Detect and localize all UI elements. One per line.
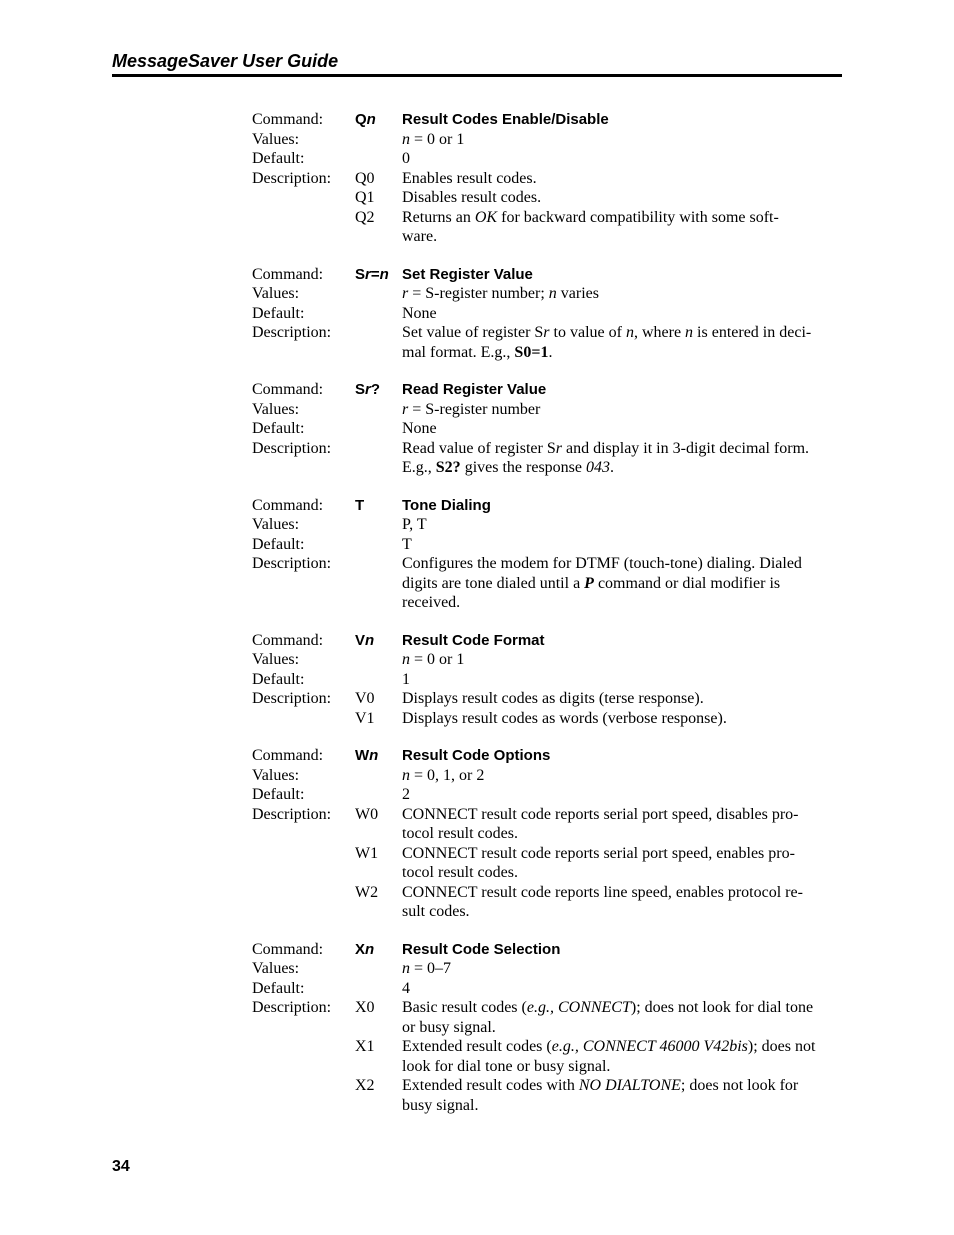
- command-row: [252, 265, 844, 285]
- option-code: V0: [355, 690, 375, 707]
- description-label: [252, 1076, 355, 1096]
- command-code: [355, 265, 402, 285]
- description-row: [252, 323, 844, 343]
- description-text: [402, 709, 844, 729]
- text-run: = 0 or 1: [410, 651, 465, 668]
- description-label: [252, 844, 355, 864]
- text-run: = 0–7: [410, 960, 452, 977]
- values-spacer: [355, 650, 402, 670]
- command-code: [355, 110, 402, 130]
- description-row: [252, 883, 844, 903]
- values-label: Values:: [252, 766, 300, 784]
- text-run: S0=1: [514, 343, 549, 361]
- text-run: ); does not look for dial tone: [630, 999, 814, 1016]
- text-run: 043: [586, 459, 610, 476]
- option-code: [355, 1096, 402, 1116]
- text-run: ware.: [402, 228, 438, 245]
- description-text: [402, 439, 844, 459]
- text-run: mal format. E.g.,: [402, 343, 515, 361]
- default-spacer: [355, 149, 402, 169]
- description-row: [252, 343, 844, 363]
- values-row: [252, 959, 844, 979]
- values-row: [252, 400, 844, 420]
- text-run: 0: [402, 150, 410, 167]
- description-label: [252, 1057, 355, 1077]
- command-code: [355, 631, 402, 651]
- text-run: ; does not look for: [680, 1077, 799, 1094]
- text-run: n: [379, 265, 389, 283]
- values-label: Values:: [252, 400, 300, 418]
- text-run: and display it in 3-digit decimal form.: [561, 439, 810, 457]
- text-run: Disables result codes.: [402, 189, 542, 206]
- text-run: to value of: [549, 324, 626, 341]
- default-row: [252, 785, 844, 805]
- description-text: [402, 689, 844, 709]
- text-run: n: [365, 631, 375, 649]
- description-row: [252, 863, 844, 883]
- command-title: Result Codes Enable/Disable: [402, 111, 609, 128]
- text-run: =: [370, 265, 380, 283]
- command-row: [252, 380, 844, 400]
- text-run: Basic result codes (: [402, 999, 527, 1016]
- command-title: Tone Dialing: [402, 496, 491, 514]
- command-code: [355, 496, 402, 516]
- description-row: [252, 998, 844, 1018]
- text-run: sult codes.: [402, 903, 470, 920]
- description-row: [252, 689, 844, 709]
- text-run: r: [402, 285, 409, 302]
- description-row: [252, 1096, 844, 1116]
- default-text: [402, 535, 844, 555]
- text-run: S2?: [435, 459, 461, 476]
- description-label: [252, 458, 355, 478]
- command-label: Command:: [252, 496, 324, 514]
- default-text: [402, 419, 844, 439]
- values-text: [402, 766, 844, 786]
- command-row: [252, 631, 844, 651]
- text-run: X: [355, 940, 366, 958]
- description-label: [252, 593, 355, 613]
- text-run: .: [548, 343, 553, 361]
- command-row: [252, 110, 844, 130]
- description-row: [252, 805, 844, 825]
- text-run: busy signal.: [402, 1096, 479, 1114]
- text-run: Set value of register S: [402, 324, 544, 341]
- text-run: n: [402, 130, 410, 148]
- values-spacer: [355, 766, 402, 786]
- default-spacer: [355, 785, 402, 805]
- description-row: [252, 554, 844, 574]
- description-text: [402, 805, 844, 825]
- option-code: [355, 1018, 402, 1038]
- values-row: [252, 515, 844, 535]
- default-label: Default:: [252, 979, 305, 997]
- description-text: [402, 1018, 844, 1038]
- description-text: [402, 1076, 844, 1096]
- text-run: 4: [402, 979, 410, 997]
- description-text: [402, 883, 844, 903]
- default-row: [252, 535, 844, 555]
- option-code: X1: [355, 1038, 375, 1055]
- default-row: [252, 149, 844, 169]
- values-row: [252, 650, 844, 670]
- description-row: [252, 208, 844, 228]
- default-text: [402, 149, 844, 169]
- command-entry: [252, 631, 844, 729]
- values-text: [402, 130, 844, 150]
- command-entry: [252, 940, 844, 1116]
- command-label: Command:: [252, 265, 324, 283]
- description-label: [252, 824, 355, 844]
- text-run: CONNECT result code reports line speed, enables protocol re-: [402, 883, 803, 901]
- text-run: None: [402, 420, 437, 437]
- text-run: = S-register number: [408, 400, 541, 418]
- command-row: [252, 940, 844, 960]
- description-text: [402, 1057, 844, 1077]
- text-run: n: [625, 324, 634, 341]
- option-code: [355, 863, 402, 883]
- text-run: gives the response: [460, 459, 586, 476]
- text-run: r: [543, 324, 550, 341]
- description-row: [252, 1057, 844, 1077]
- text-run: , where: [633, 324, 686, 341]
- default-spacer: [355, 304, 402, 324]
- description-row: [252, 709, 844, 729]
- description-label: [252, 863, 355, 883]
- text-run: n: [369, 747, 379, 764]
- values-spacer: [355, 515, 402, 535]
- text-run: r: [402, 400, 409, 418]
- text-run: e.g., CONNECT: [526, 999, 631, 1016]
- description-text: [402, 208, 844, 228]
- values-spacer: [355, 400, 402, 420]
- description-text: [402, 554, 844, 574]
- option-code: [355, 574, 402, 594]
- values-label: Values:: [252, 651, 300, 668]
- description-row: [252, 1076, 844, 1096]
- default-spacer: [355, 979, 402, 999]
- description-text: [402, 863, 844, 883]
- text-run: S: [355, 381, 366, 398]
- option-code: X0: [355, 999, 375, 1016]
- values-text: [402, 515, 844, 535]
- description-label: Description:: [252, 439, 332, 457]
- text-run: digits are tone dialed until a: [402, 574, 585, 592]
- text-run: n: [402, 960, 410, 977]
- text-run: varies: [556, 285, 599, 302]
- text-run: Q: [355, 111, 367, 128]
- command-row: [252, 496, 844, 516]
- default-text: [402, 670, 844, 690]
- description-row: [252, 439, 844, 459]
- text-run: r: [365, 265, 371, 283]
- text-run: Extended result codes with: [402, 1077, 579, 1094]
- default-text: [402, 785, 844, 805]
- text-run: n: [365, 940, 375, 958]
- description-row: [252, 824, 844, 844]
- description-row: [252, 188, 844, 208]
- text-run: OK: [474, 208, 498, 226]
- text-run: E.g.,: [402, 459, 436, 476]
- command-entry: [252, 746, 844, 922]
- text-run: Configures the modem for DTMF (touch-tone) dialing. Dialed: [402, 555, 802, 572]
- description-label: Description:: [252, 805, 332, 823]
- text-run: 1: [402, 670, 410, 688]
- values-row: [252, 766, 844, 786]
- option-code: [355, 554, 402, 574]
- text-run: W: [355, 747, 370, 764]
- command-list: [252, 110, 844, 1133]
- description-label: Description:: [252, 169, 332, 187]
- text-run: 2: [402, 786, 410, 803]
- option-code: [355, 593, 402, 613]
- description-text: [402, 343, 844, 363]
- description-row: [252, 1037, 844, 1057]
- default-spacer: [355, 419, 402, 439]
- option-code: [355, 1057, 402, 1077]
- default-row: [252, 979, 844, 999]
- text-run: P, T: [402, 516, 427, 533]
- description-label: [252, 1096, 355, 1116]
- description-row: [252, 227, 844, 247]
- text-run: Displays result codes as words (verbose response).: [402, 709, 727, 727]
- text-run: look for dial tone or busy signal.: [402, 1057, 611, 1075]
- values-label: Values:: [252, 285, 300, 302]
- text-run: Displays result codes as digits (terse response).: [402, 690, 704, 707]
- default-label: Default:: [252, 786, 305, 803]
- option-code: [355, 227, 402, 247]
- text-run: n: [402, 651, 410, 668]
- text-run: ?: [370, 381, 381, 398]
- text-run: S: [355, 265, 366, 283]
- default-spacer: [355, 535, 402, 555]
- command-label: Command:: [252, 381, 324, 398]
- option-code: [355, 458, 402, 478]
- text-run: = S-register number;: [408, 285, 549, 302]
- option-code: Q2: [355, 208, 375, 226]
- option-code: [355, 439, 402, 459]
- text-run: n: [685, 324, 694, 341]
- description-row: [252, 169, 844, 189]
- page-header-title: MessageSaver User Guide: [112, 51, 339, 71]
- values-label: Values:: [252, 130, 300, 148]
- text-run: n: [548, 285, 557, 302]
- text-run: Read value of register S: [402, 439, 556, 457]
- text-run: NO DIALTONE: [578, 1077, 681, 1094]
- option-code: W2: [355, 883, 379, 901]
- default-text: [402, 979, 844, 999]
- text-run: is entered in deci-: [693, 324, 812, 341]
- description-label: [252, 709, 355, 729]
- values-spacer: [355, 130, 402, 150]
- command-row: [252, 746, 844, 766]
- values-spacer: [355, 959, 402, 979]
- default-label: Default:: [252, 150, 305, 167]
- description-text: [402, 1037, 844, 1057]
- option-code: Q1: [355, 189, 375, 206]
- option-code: [355, 824, 402, 844]
- option-code: [355, 343, 402, 363]
- description-row: [252, 1018, 844, 1038]
- description-row: [252, 574, 844, 594]
- default-spacer: [355, 670, 402, 690]
- default-label: Default:: [252, 535, 305, 553]
- description-text: [402, 169, 844, 189]
- description-text: [402, 227, 844, 247]
- description-text: [402, 844, 844, 864]
- description-label: [252, 208, 355, 228]
- description-row: [252, 844, 844, 864]
- description-text: [402, 902, 844, 922]
- description-row: [252, 902, 844, 922]
- description-text: [402, 188, 844, 208]
- text-run: .: [610, 459, 614, 476]
- values-text: [402, 284, 844, 304]
- command-label: Command:: [252, 940, 324, 958]
- text-run: = 0, 1, or 2: [410, 766, 485, 784]
- text-run: n: [402, 766, 410, 784]
- option-code: W1: [355, 844, 379, 862]
- values-row: [252, 130, 844, 150]
- command-label: Command:: [252, 631, 324, 649]
- description-label: Description:: [252, 999, 332, 1016]
- default-label: Default:: [252, 670, 305, 688]
- option-code: [355, 323, 402, 343]
- text-run: T: [355, 496, 365, 514]
- description-text: [402, 1096, 844, 1116]
- command-entry: [252, 265, 844, 363]
- default-row: [252, 419, 844, 439]
- option-code: Q0: [355, 169, 375, 187]
- description-text: [402, 458, 844, 478]
- command-entry: [252, 380, 844, 478]
- description-text: [402, 574, 844, 594]
- command-label: Command:: [252, 747, 324, 764]
- text-run: e.g., CONNECT 46000 V42bis: [551, 1038, 748, 1055]
- values-text: [402, 959, 844, 979]
- default-label: Default:: [252, 304, 305, 322]
- text-run: for backward compatibility with some soft-: [497, 208, 779, 226]
- command-title: Read Register Value: [402, 381, 547, 398]
- text-run: ); does not: [747, 1038, 816, 1055]
- command-title: Result Code Options: [402, 747, 551, 764]
- description-label: Description:: [252, 324, 332, 341]
- description-text: [402, 824, 844, 844]
- command-label: Command:: [252, 111, 324, 128]
- description-row: [252, 593, 844, 613]
- text-run: command or dial modifier is: [593, 574, 781, 592]
- command-code: [355, 380, 402, 400]
- command-entry: [252, 110, 844, 247]
- command-code: [355, 940, 402, 960]
- text-run: None: [402, 304, 437, 322]
- description-label: [252, 188, 355, 208]
- description-label: Description:: [252, 555, 332, 572]
- text-run: r: [555, 439, 562, 457]
- description-row: [252, 458, 844, 478]
- option-code: X2: [355, 1077, 375, 1094]
- description-text: [402, 998, 844, 1018]
- option-code: V1: [355, 709, 375, 727]
- option-code: W0: [355, 805, 379, 823]
- text-run: T: [402, 535, 412, 553]
- values-label: Values:: [252, 516, 300, 533]
- text-run: Extended result codes (: [402, 1038, 552, 1055]
- values-spacer: [355, 284, 402, 304]
- text-run: received.: [402, 594, 461, 611]
- values-text: [402, 400, 844, 420]
- default-row: [252, 670, 844, 690]
- text-run: = 0 or 1: [410, 130, 465, 148]
- values-row: [252, 284, 844, 304]
- description-label: [252, 227, 355, 247]
- command-title: Result Code Format: [402, 631, 545, 649]
- default-text: [402, 304, 844, 324]
- description-label: [252, 1018, 355, 1038]
- values-label: Values:: [252, 960, 300, 977]
- text-run: tocol result codes.: [402, 864, 518, 881]
- description-label: [252, 1037, 355, 1057]
- description-text: [402, 593, 844, 613]
- default-label: Default:: [252, 420, 305, 437]
- text-run: P: [584, 574, 594, 592]
- description-label: [252, 343, 355, 363]
- text-run: Returns an: [402, 208, 475, 226]
- command-entry: [252, 496, 844, 613]
- option-code: [355, 902, 402, 922]
- text-run: n: [366, 111, 376, 128]
- default-row: [252, 304, 844, 324]
- description-text: [402, 323, 844, 343]
- description-label: [252, 902, 355, 922]
- text-run: V: [355, 631, 366, 649]
- text-run: tocol result codes.: [402, 825, 518, 842]
- description-label: [252, 574, 355, 594]
- command-code: [355, 746, 402, 766]
- text-run: CONNECT result code reports serial port speed, enables pro-: [402, 844, 795, 862]
- text-run: or busy signal.: [402, 1018, 496, 1036]
- text-run: Enables result codes.: [402, 169, 537, 187]
- description-label: Description:: [252, 690, 332, 707]
- page-number: 34: [112, 1158, 130, 1175]
- description-label: [252, 883, 355, 903]
- values-text: [402, 650, 844, 670]
- command-title: Set Register Value: [402, 265, 533, 283]
- text-run: CONNECT result code reports serial port speed, disables pro-: [402, 805, 799, 823]
- header-rule: [112, 74, 842, 77]
- command-title: Result Code Selection: [402, 940, 561, 958]
- text-run: r: [365, 381, 371, 398]
